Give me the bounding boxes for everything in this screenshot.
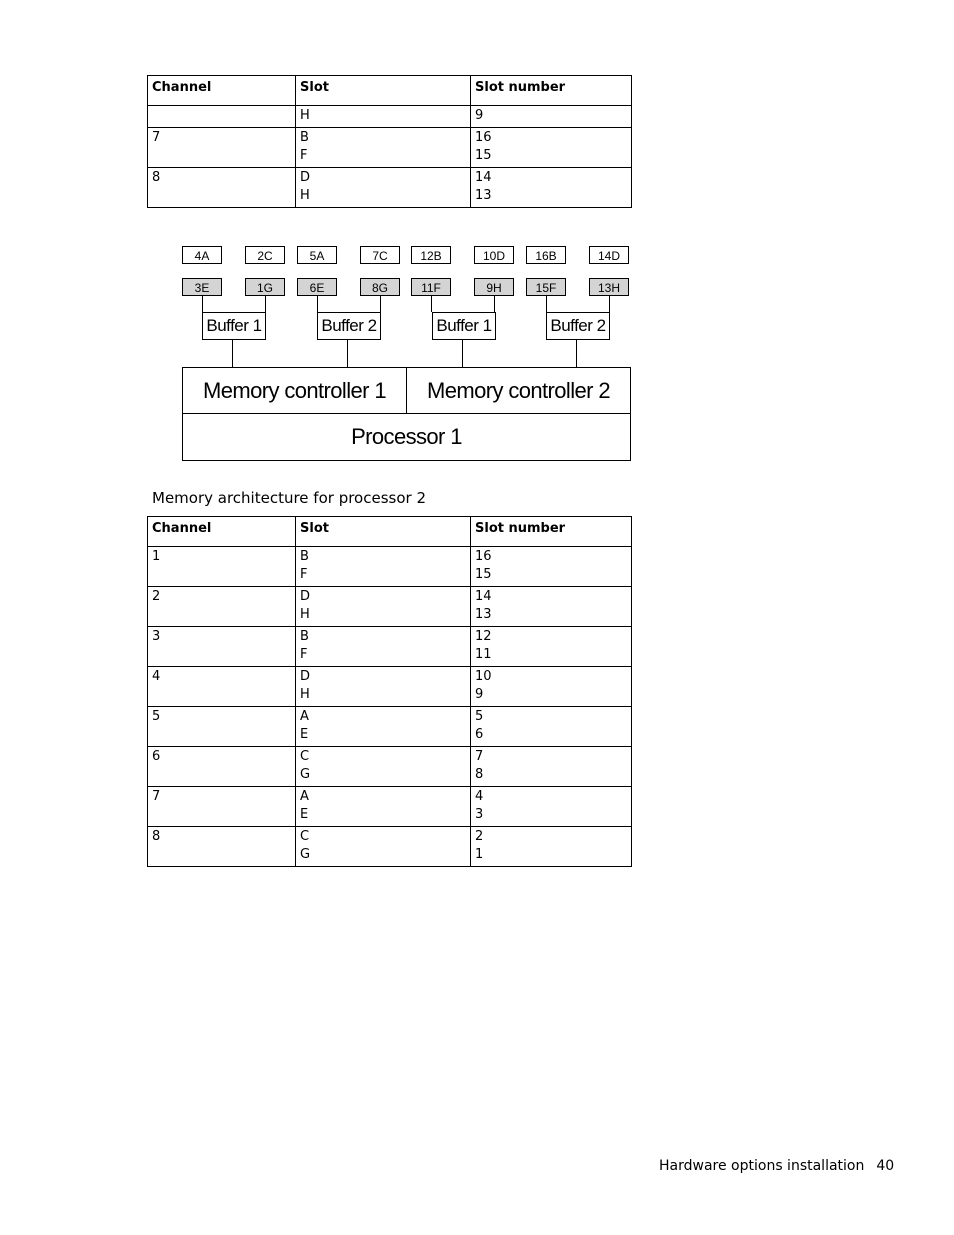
dimm-slot-bottom: 15F [526, 278, 566, 296]
slot-value: B [300, 549, 309, 564]
slot-value: F [300, 148, 308, 163]
connector-line [347, 339, 348, 367]
slot-value: A [300, 709, 309, 724]
slot-value: D [300, 669, 311, 684]
channel-value: 7 [152, 130, 161, 145]
slot-value: H [300, 108, 310, 123]
dimm-slot-top: 5A [297, 246, 337, 264]
slot-number-value: 12 [475, 629, 492, 644]
slot-cell [296, 707, 471, 747]
slot-number-value: 8 [475, 767, 484, 782]
slot-number-cell [471, 168, 632, 208]
dimm-slot-bottom: 1G [245, 278, 285, 296]
dimm-slot-bottom: 9H [474, 278, 514, 296]
table-row [148, 627, 632, 667]
slot-table-continued [147, 75, 632, 208]
column-header-slot-number: Slot number [471, 76, 632, 106]
slot-number-cell [471, 827, 632, 867]
slot-table-processor-2 [147, 516, 632, 867]
connector-line [431, 296, 432, 312]
dimm-slot-bottom: 11F [411, 278, 451, 296]
memory-controller-2: Memory controller 2 [406, 368, 630, 413]
slot-number-value: 14 [475, 170, 492, 185]
table-body [148, 106, 632, 208]
slot-cell [296, 667, 471, 707]
slot-number-cell [471, 707, 632, 747]
slot-number-value: 15 [475, 567, 492, 582]
table-row [148, 827, 632, 867]
channel-cell [148, 547, 296, 587]
channel-value: 8 [152, 829, 161, 844]
connector-line [317, 296, 318, 312]
channel-value: 5 [152, 709, 161, 724]
table-row [148, 547, 632, 587]
column-header-slot: Slot [296, 76, 471, 106]
channel-cell [148, 827, 296, 867]
slot-cell [296, 587, 471, 627]
buffer-box: Buffer 1 [202, 312, 266, 340]
column-header-slot-number: Slot number [471, 517, 632, 547]
dimm-slot-top: 16B [526, 246, 566, 264]
connector-line [546, 296, 547, 312]
slot-number-value: 13 [475, 188, 492, 203]
slot-cell [296, 787, 471, 827]
slot-number-value: 9 [475, 108, 484, 123]
channel-cell [148, 787, 296, 827]
dimm-slot-top: 12B [411, 246, 451, 264]
buffer-box: Buffer 2 [317, 312, 381, 340]
column-header-channel: Channel [148, 76, 296, 106]
channel-value: 8 [152, 170, 161, 185]
column-header-channel: Channel [148, 517, 296, 547]
slot-number-value: 13 [475, 607, 492, 622]
connector-line [232, 339, 233, 367]
channel-cell [148, 128, 296, 168]
channel-cell [148, 627, 296, 667]
memory-architecture-diagram [0, 0, 954, 480]
connector-line [202, 296, 203, 312]
processor-box: Processor 1 [182, 413, 631, 461]
page-number: 40 [876, 1158, 895, 1174]
footer-section-title: Hardware options installation [659, 1158, 865, 1174]
connector-line [265, 296, 266, 312]
slot-value: C [300, 749, 310, 764]
buffer-box: Buffer 1 [432, 312, 496, 340]
slot-number-value: 2 [475, 829, 484, 844]
table-row [148, 106, 632, 128]
slot-cell [296, 627, 471, 667]
column-header-slot: Slot [296, 517, 471, 547]
channel-cell [148, 707, 296, 747]
slot-value: G [300, 847, 311, 862]
table-row [148, 787, 632, 827]
slot-number-cell [471, 547, 632, 587]
table-header-row [148, 76, 632, 106]
channel-value: 3 [152, 629, 161, 644]
slot-value: F [300, 647, 308, 662]
slot-number-value: 7 [475, 749, 484, 764]
dimm-slot-bottom: 13H [589, 278, 629, 296]
dimm-slot-top: 4A [182, 246, 222, 264]
slot-value: C [300, 829, 310, 844]
slot-number-cell [471, 747, 632, 787]
slot-value: E [300, 807, 309, 822]
buffer-box: Buffer 2 [546, 312, 610, 340]
table-row [148, 747, 632, 787]
channel-value: 4 [152, 669, 161, 684]
slot-number-value: 10 [475, 669, 492, 684]
slot-number-value: 9 [475, 687, 484, 702]
channel-cell [148, 168, 296, 208]
dimm-slot-bottom: 3E [182, 278, 222, 296]
slot-value: E [300, 727, 309, 742]
table-body [148, 547, 632, 867]
memory-controller-1: Memory controller 1 [203, 377, 386, 403]
slot-number-value: 6 [475, 727, 484, 742]
slot-number-cell [471, 106, 632, 128]
slot-number-cell [471, 787, 632, 827]
slot-value: D [300, 589, 311, 604]
slot-number-cell [471, 128, 632, 168]
slot-value: G [300, 767, 311, 782]
table-header-row [148, 517, 632, 547]
dimm-slot-top: 7C [360, 246, 400, 264]
channel-cell [148, 106, 296, 128]
table-row [148, 587, 632, 627]
connector-line [462, 339, 463, 367]
slot-number-value: 1 [475, 847, 484, 862]
slot-number-cell [471, 627, 632, 667]
dimm-slot-top: 2C [245, 246, 285, 264]
channel-value: 6 [152, 749, 161, 764]
channel-cell [148, 667, 296, 707]
channel-cell [148, 747, 296, 787]
connector-line [494, 296, 495, 312]
slot-value: H [300, 687, 310, 702]
table-row [148, 128, 632, 168]
slot-cell [296, 106, 471, 128]
dimm-slot-bottom: 8G [360, 278, 400, 296]
slot-cell [296, 747, 471, 787]
figure-caption: Memory architecture for processor 2 [152, 489, 426, 507]
slot-cell [296, 168, 471, 208]
dimm-slot-bottom: 6E [297, 278, 337, 296]
slot-number-value: 11 [475, 647, 492, 662]
slot-value: H [300, 607, 310, 622]
channel-cell [148, 587, 296, 627]
slot-number-cell [471, 667, 632, 707]
connector-line [380, 296, 381, 312]
memory-controller-row [182, 367, 631, 414]
slot-number-value: 5 [475, 709, 484, 724]
slot-number-value: 4 [475, 789, 484, 804]
slot-value: B [300, 130, 309, 145]
dimm-slot-top: 14D [589, 246, 629, 264]
slot-number-cell [471, 587, 632, 627]
slot-number-value: 3 [475, 807, 484, 822]
channel-value: 2 [152, 589, 161, 604]
slot-number-value: 15 [475, 148, 492, 163]
connector-line [576, 339, 577, 367]
table-row [148, 707, 632, 747]
page-footer [659, 1158, 894, 1174]
slot-value: D [300, 170, 311, 185]
slot-cell [296, 827, 471, 867]
connector-line [609, 296, 610, 312]
channel-value [152, 107, 291, 125]
slot-cell [296, 128, 471, 168]
table-row [148, 667, 632, 707]
slot-value: H [300, 188, 310, 203]
dimm-slot-top: 10D [474, 246, 514, 264]
slot-number-value: 14 [475, 589, 492, 604]
slot-number-value: 16 [475, 130, 492, 145]
slot-cell [296, 547, 471, 587]
slot-number-value: 16 [475, 549, 492, 564]
slot-value: A [300, 789, 309, 804]
slot-value: B [300, 629, 309, 644]
channel-value: 7 [152, 789, 161, 804]
table-row [148, 168, 632, 208]
slot-value: F [300, 567, 308, 582]
channel-value: 1 [152, 549, 161, 564]
